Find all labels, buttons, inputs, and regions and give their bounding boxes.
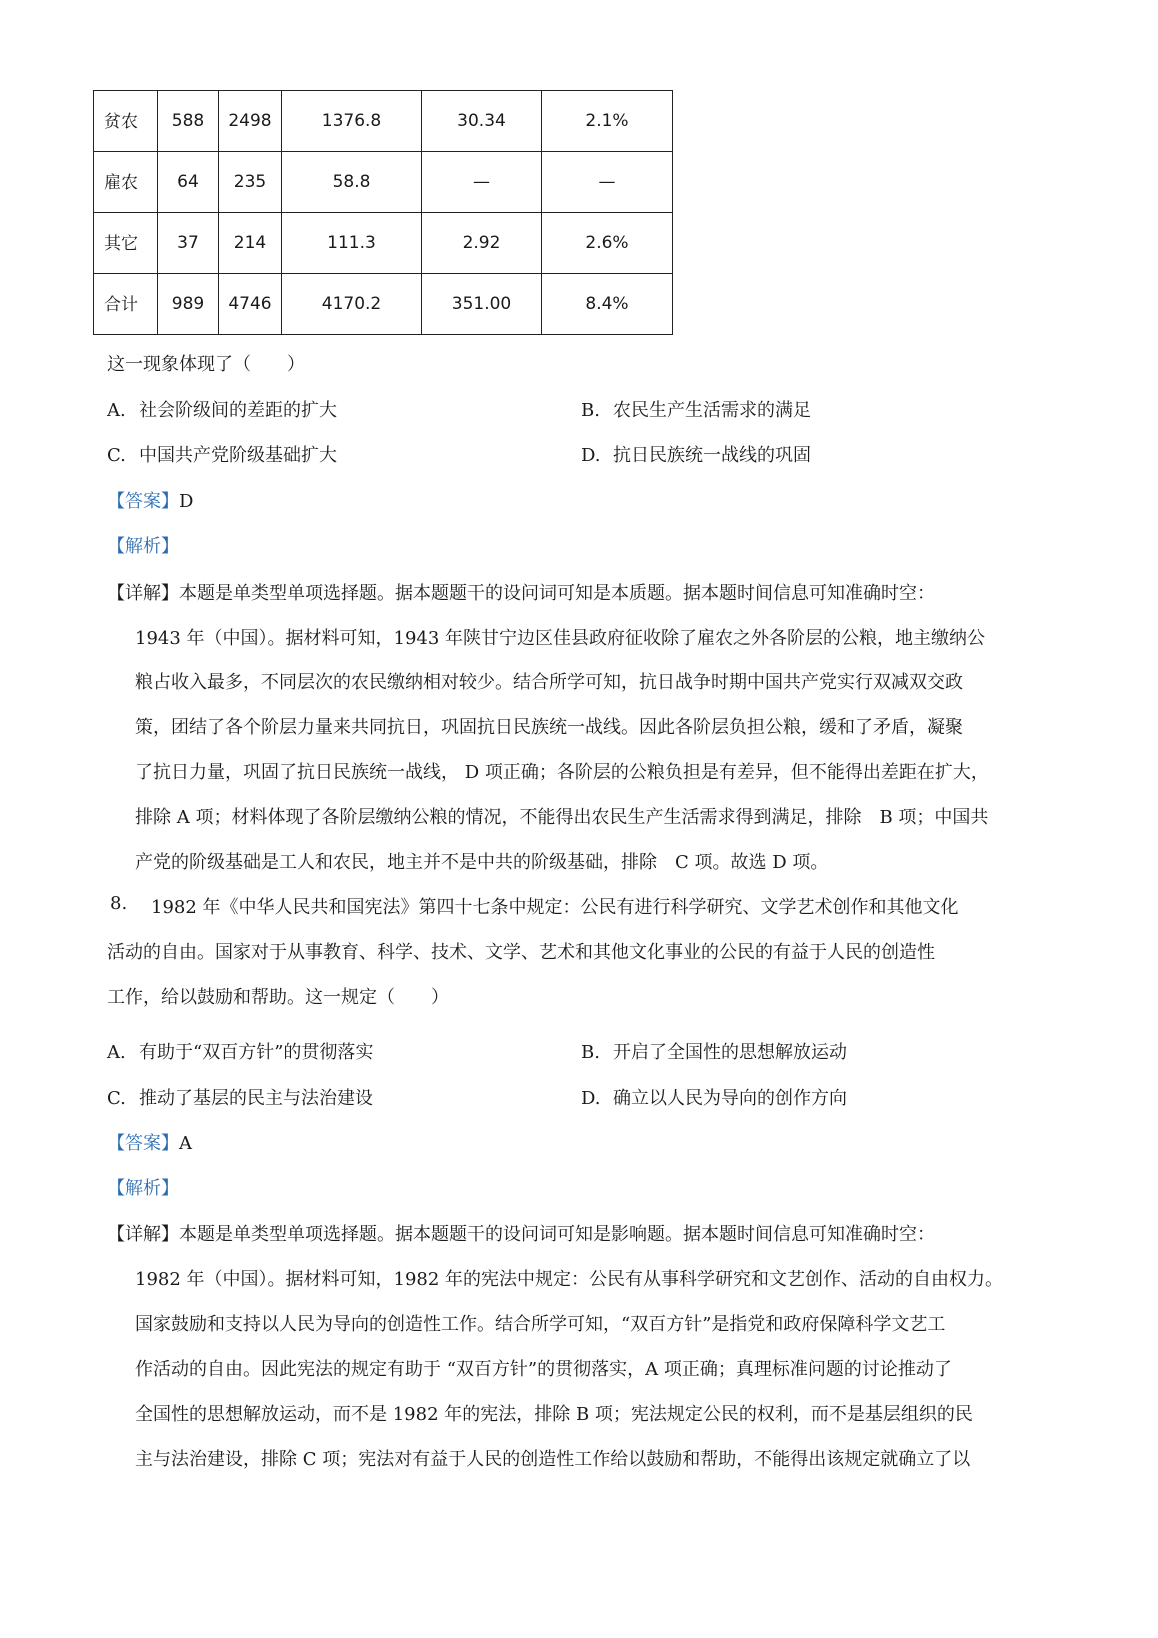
table-cell: — bbox=[542, 152, 673, 213]
option-text: 农民生产生活需求的满足 bbox=[613, 400, 811, 421]
table-cell: 30.34 bbox=[422, 91, 542, 152]
row-label: 其它 bbox=[94, 213, 158, 274]
answer-value: A bbox=[179, 1133, 192, 1154]
table-cell: 351.00 bbox=[422, 274, 542, 335]
answer-value: D bbox=[179, 491, 194, 512]
option-letter: B. bbox=[581, 400, 600, 421]
option-d bbox=[581, 441, 811, 467]
detail-line: 全国性的思想解放运动，而不是 1982 年的宪法，排除 B 项；宪法规定公民的权利，而不是基层组织的民 bbox=[135, 1404, 973, 1425]
table-cell: 37 bbox=[158, 213, 219, 274]
option-letter: A. bbox=[107, 400, 126, 421]
table-cell: 4746 bbox=[219, 274, 282, 335]
option-letter: D. bbox=[581, 1088, 601, 1109]
table-cell: 1376.8 bbox=[282, 91, 422, 152]
table-cell: — bbox=[422, 152, 542, 213]
question-stem: 1982 年《中华人民共和国宪法》第四十七条中规定：公民有进行科学研究、文学艺术创作和其他文化 bbox=[151, 897, 959, 918]
detail-line: 作活动的自由。因此宪法的规定有助于 “双百方针”的贯彻落实，A 项正确；真理标准问题的讨论推动了 bbox=[135, 1359, 952, 1380]
table-cell: 8.4% bbox=[542, 274, 673, 335]
table-cell: 588 bbox=[158, 91, 219, 152]
option-c bbox=[107, 1084, 373, 1110]
option-letter: C. bbox=[107, 445, 126, 466]
analysis-tag: 【解析】 bbox=[107, 536, 179, 557]
answer-line bbox=[107, 1129, 192, 1155]
detail-line: 策，团结了各个阶层力量来共同抗日，巩固抗日民族统一战线。因此各阶层负担公粮，缓和了矛盾，凝聚 bbox=[135, 717, 963, 738]
table-row bbox=[94, 274, 673, 335]
table-cell: 58.8 bbox=[282, 152, 422, 213]
question-stem: 工作，给以鼓励和帮助。这一规定（ ） bbox=[107, 987, 449, 1008]
table-cell: 235 bbox=[219, 152, 282, 213]
option-letter: D. bbox=[581, 445, 601, 466]
table-cell: 4170.2 bbox=[282, 274, 422, 335]
table-cell: 2.92 bbox=[422, 213, 542, 274]
question-number: 8. bbox=[110, 893, 128, 914]
option-d bbox=[581, 1084, 847, 1110]
grain-tax-table bbox=[93, 90, 673, 335]
detail-line: 粮占收入最多，不同层次的农民缴纳相对较少。结合所学可知，抗日战争时期中国共产党实行双减双交政 bbox=[135, 672, 963, 693]
question-stem: 活动的自由。国家对于从事教育、科学、技术、文学、艺术和其他文化事业的公民的有益于人民的创造性 bbox=[107, 942, 935, 963]
table-cell: 2498 bbox=[219, 91, 282, 152]
table-cell: 214 bbox=[219, 213, 282, 274]
table-row bbox=[94, 152, 673, 213]
option-c bbox=[107, 441, 337, 467]
detail-line: 排除 A 项；材料体现了各阶层缴纳公粮的情况，不能得出农民生产生活需求得到满足，排除 B 项；中国共 bbox=[135, 807, 989, 828]
row-label: 雇农 bbox=[94, 152, 158, 213]
row-label: 合计 bbox=[94, 274, 158, 335]
option-text: 确立以人民为导向的创作方向 bbox=[613, 1088, 847, 1109]
row-label: 贫农 bbox=[94, 91, 158, 152]
detail-tag: 【详解】 bbox=[107, 1224, 179, 1245]
option-letter: A. bbox=[107, 1042, 126, 1063]
table-cell: 2.1% bbox=[542, 91, 673, 152]
option-b bbox=[581, 1038, 847, 1064]
option-text: 社会阶级间的差距的扩大 bbox=[139, 400, 337, 421]
detail-tag: 【详解】 bbox=[107, 583, 179, 604]
table-row bbox=[94, 213, 673, 274]
option-a bbox=[107, 396, 337, 422]
option-text: 推动了基层的民主与法治建设 bbox=[139, 1088, 373, 1109]
option-text: 有助于“双百方针”的贯彻落实 bbox=[139, 1042, 374, 1063]
answer-line bbox=[107, 487, 193, 513]
detail-line: 产党的阶级基础是工人和农民，地主并不是中共的阶级基础，排除 C 项。故选 D 项。 bbox=[135, 852, 829, 873]
option-b bbox=[581, 396, 811, 422]
table-cell: 111.3 bbox=[282, 213, 422, 274]
table-cell: 64 bbox=[158, 152, 219, 213]
option-text: 抗日民族统一战线的巩固 bbox=[613, 445, 811, 466]
answer-tag: 【答案】 bbox=[107, 1133, 179, 1154]
option-text: 中国共产党阶级基础扩大 bbox=[139, 445, 337, 466]
table-cell: 2.6% bbox=[542, 213, 673, 274]
detail-line: 【详解】本题是单类型单项选择题。据本题题干的设问词可知是本质题。据本题时间信息可知准确时空： bbox=[107, 583, 935, 604]
option-a bbox=[107, 1038, 373, 1064]
answer-tag: 【答案】 bbox=[107, 491, 179, 512]
table-cell: 989 bbox=[158, 274, 219, 335]
detail-line: 国家鼓励和支持以人民为导向的创造性工作。结合所学可知，“双百方针”是指党和政府保障科学文艺工 bbox=[135, 1314, 946, 1335]
option-letter: C. bbox=[107, 1088, 126, 1109]
option-letter: B. bbox=[581, 1042, 600, 1063]
detail-line: 了抗日力量，巩固了抗日民族统一战线， D 项正确；各阶层的公粮负担是有差异，但不能得出差距在扩大， bbox=[135, 762, 989, 783]
table-row bbox=[94, 91, 673, 152]
detail-line: 【详解】本题是单类型单项选择题。据本题题干的设问词可知是影响题。据本题时间信息可知准确时空： bbox=[107, 1224, 935, 1245]
option-text: 开启了全国性的思想解放运动 bbox=[613, 1042, 847, 1063]
detail-line: 1943 年（中国）。据材料可知，1943 年陕甘宁边区佳县政府征收除了雇农之外各阶层的公粮，地主缴纳公 bbox=[135, 628, 986, 649]
analysis-tag: 【解析】 bbox=[107, 1178, 179, 1199]
detail-line: 1982 年（中国）。据材料可知，1982 年的宪法中规定：公民有从事科学研究和文艺创作、活动的自由权力。 bbox=[135, 1269, 1004, 1290]
detail-line: 主与法治建设，排除 C 项；宪法对有益于人民的创造性工作给以鼓励和帮助，不能得出该规定就确立了以 bbox=[135, 1449, 971, 1470]
question-stem: 这一现象体现了（ ） bbox=[107, 354, 305, 375]
